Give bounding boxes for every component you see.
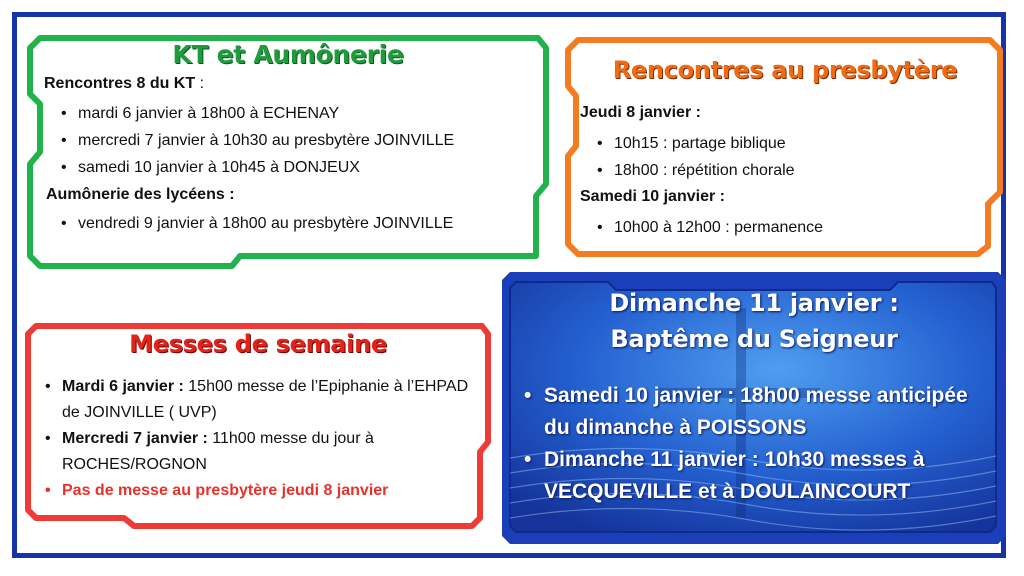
dimanche-title-line1: Dimanche 11 janvier : [609,289,899,317]
list-item: • 18h00 : répétition chorale [597,162,795,179]
presbytere-panel [562,36,1008,258]
list-item: • Samedi 10 janvier : 18h00 messe anticipée du dimanche à POISSONS [524,384,968,439]
list-item: • 10h15 : partage biblique [597,135,786,152]
kt-rencontres-list [61,100,455,181]
list-item: • mercredi 7 janvier à 10h30 au presbytère JOINVILLE [61,132,455,149]
list-item: • Dimanche 11 janvier : 10h30 messes à VECQUEVILLE et à DOULAINCOURT [524,448,925,503]
kt-rencontres-heading: Rencontres 8 du KT : [44,75,205,92]
messes-semaine-panel [24,322,492,530]
messes-list [45,374,472,504]
kt-aumonerie-panel [26,34,550,270]
dimanche-list [524,380,984,508]
dimanche-panel [500,268,1008,548]
presbytere-jeudi-heading: Jeudi 8 janvier : [580,104,701,121]
kt-title: KT et Aumônerie [172,40,404,69]
list-item: • Mardi 6 janvier : 15h00 messe de l’Epiphanie à l’EHPAD de JOINVILLE ( UVP) [45,378,469,421]
list-item: • samedi 10 janvier à 10h45 à DONJEUX [61,159,360,176]
list-item: • mardi 6 janvier à 18h00 à ECHENAY [61,105,340,122]
presbytere-samedi-list [597,214,824,241]
kt-aumonerie-heading: Aumônerie des lycéens : [46,186,235,203]
list-item: • vendredi 9 janvier à 18h00 au presbytère JOINVILLE [61,215,454,232]
list-item-notice: • Pas de messe au presbytère jeudi 8 janvier [45,482,389,499]
presbytere-jeudi-list [597,130,795,184]
list-item: • 10h00 à 12h00 : permanence [597,219,824,236]
kt-aumonerie-list [61,210,454,237]
list-item: • Mercredi 7 janvier : 11h00 messe du jour à ROCHES/ROGNON [45,430,374,473]
messes-title: Messes de semaine [129,330,387,358]
presbytere-samedi-heading: Samedi 10 janvier : [580,188,725,205]
dimanche-title [500,285,1008,357]
dimanche-title-line2: Baptême du Seigneur [610,325,898,353]
presbytere-title: Rencontres au presbytère [612,56,958,84]
